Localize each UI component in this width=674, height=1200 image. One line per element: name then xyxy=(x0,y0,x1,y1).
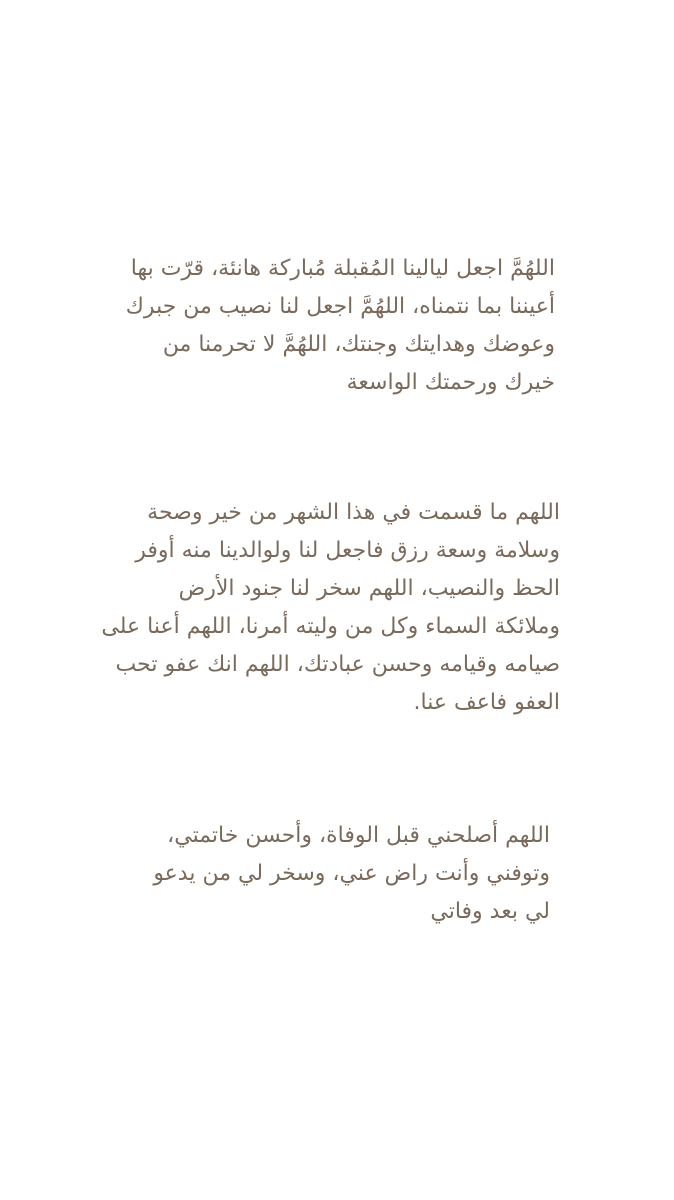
prayer-line: وعوضك وهدايتك وجنتك، اللهُمَّ لا تحرمنا من xyxy=(162,332,555,357)
prayer-line: وتوفني وأنت راض عني، وسخر لي من يدعو xyxy=(153,861,550,886)
prayer-line: خيرك ورحمتك الواسعة xyxy=(346,370,555,395)
prayer-line: اللهم ما قسمت في هذا الشهر من خير وصحة xyxy=(147,500,560,525)
prayer-paragraph-1 xyxy=(115,250,555,402)
prayer-line: العفو فاعف عنا. xyxy=(413,690,560,715)
prayer-line: اللهم أصلحني قبل الوفاة، وأحسن خاتمتي، xyxy=(167,823,550,848)
prayer-line: اللهُمَّ اجعل ليالينا المُقبلة مُباركة هانئة، قرّت بها xyxy=(130,256,555,281)
prayer-line: أعيننا بما نتمناه، اللهُمَّ اجعل لنا نصيب من جبرك xyxy=(125,294,555,319)
prayer-line: الحظ والنصيب، اللهم سخر لنا جنود الأرض xyxy=(178,576,560,601)
prayer-line: وملائكة السماء وكل من وليته أمرنا، اللهم أعنا على xyxy=(101,614,560,639)
prayer-paragraph-2 xyxy=(100,494,560,722)
prayer-paragraph-3 xyxy=(150,817,550,931)
prayer-line: وسلامة وسعة رزق فاجعل لنا ولوالدينا منه أوفر xyxy=(135,538,560,563)
prayer-line: لي بعد وفاتي xyxy=(430,899,550,924)
prayer-line: صيامه وقيامه وحسن عبادتك، اللهم انك عفو تحب xyxy=(115,652,560,677)
